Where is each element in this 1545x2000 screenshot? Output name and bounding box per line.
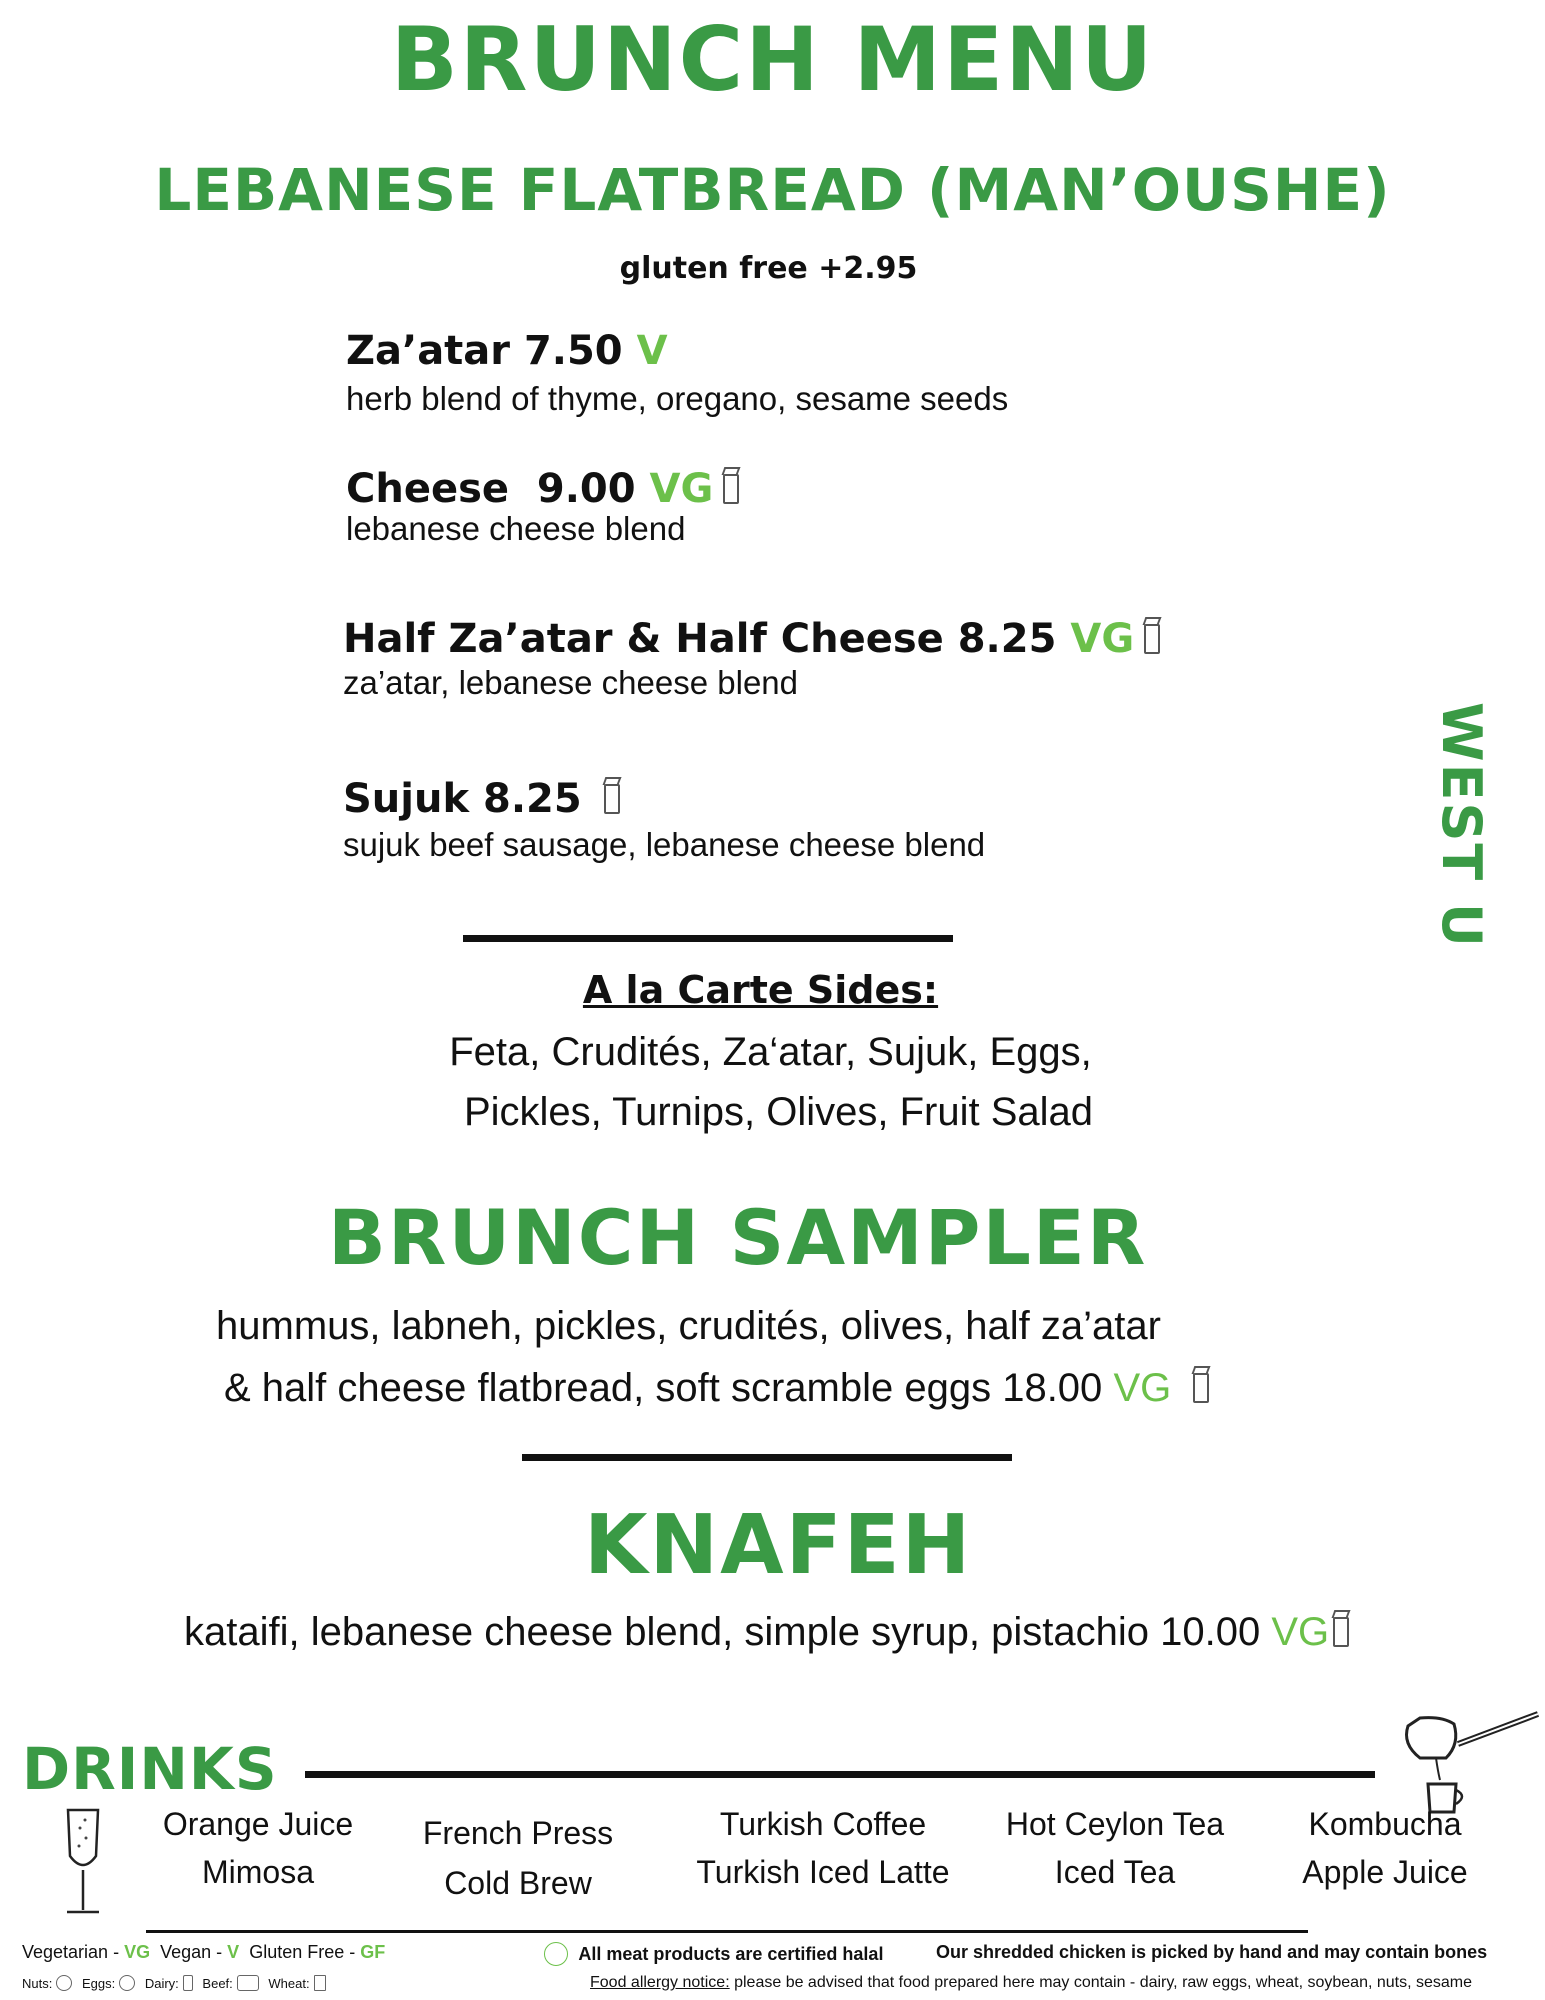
legend-key: Eggs: [81,1976,116,1991]
dairy-icon [1144,624,1160,654]
divider [463,935,953,942]
sides-heading: A la Carte Sides: [582,968,939,1012]
item-name: Za’atar 7.50 [346,328,623,374]
chicken-note: Our shredded chicken is picked by hand and may contain bones [936,1942,1488,1962]
item-description: herb blend of thyme, oregano, sesame seeds [346,380,1009,417]
menu-item-sujuk [343,776,985,864]
sampler-line-2 [224,1366,1209,1411]
item-title [343,616,1160,662]
menu-item-zaatar [346,328,1008,418]
vegetarian-tag: VG [1271,1610,1330,1654]
knafeh-heading: KNAFEH [584,1498,973,1593]
nut-icon [56,1975,72,1991]
diet-legend [22,1942,385,1963]
divider [522,1454,1012,1461]
legend-key: Dairy: [144,1976,179,1991]
legend-key: Beef: [202,1976,233,1991]
dairy-icon [1193,1373,1209,1403]
halal-text: All meat products are certified halal [578,1944,884,1964]
drink-item: Mimosa [201,1854,314,1890]
drink-column-1 [148,1800,368,1896]
item-title [343,776,985,822]
vegetarian-tag: VG [1113,1366,1172,1410]
dairy-icon [183,1975,193,1991]
sampler-heading: BRUNCH SAMPLER [328,1193,1148,1282]
item-description: za’atar, lebanese cheese blend [343,664,799,701]
drink-column-3 [678,1800,968,1896]
dairy-icon [1333,1617,1349,1647]
drink-item: Turkish Iced Latte [696,1854,950,1890]
allergy-notice-text: please be advised that food prepared here may contain - dairy, raw eggs, wheat, soybean, nuts, sesame [734,1974,1473,1991]
halal-certified-icon [544,1942,568,1966]
legend-key: Nuts: [22,1976,53,1991]
drink-item: French Press [422,1815,614,1851]
sampler-desc: & half cheese flatbread, soft scramble eggs 18.00 [224,1366,1103,1410]
champagne-glass-icon [58,1806,108,1918]
drink-item: Hot Ceylon Tea [1005,1806,1225,1842]
drink-column-4 [990,1800,1240,1896]
drinks-rule [305,1771,1375,1778]
item-name: Half Za’atar & Half Cheese 8.25 [343,616,1057,662]
item-title [346,466,739,512]
drinks-heading: DRINKS [22,1735,278,1803]
item-name: Sujuk 8.25 [343,776,582,822]
vegetarian-tag: VG [1070,616,1135,662]
legend-label: Gluten Free - [249,1942,361,1962]
egg-icon [119,1975,135,1991]
drink-item: Kombucha [1308,1806,1462,1842]
legend-key: Wheat: [268,1976,310,1991]
knafeh-description: kataifi, lebanese cheese blend, simple syrup, pistachio 10.00 [184,1610,1261,1654]
cow-icon [237,1975,259,1991]
legend-code: V [227,1942,240,1962]
drink-item: Iced Tea [1054,1854,1176,1890]
menu-item-half-half [343,616,1160,702]
flatbread-heading: LEBANESE FLATBREAD (MAN’OUSHE) [154,156,1391,224]
legend-code: GF [360,1942,386,1962]
location-label: WEST U [1430,702,1493,949]
menu-item-cheese [346,466,739,548]
item-title [346,328,1008,374]
drink-item: Turkish Coffee [719,1806,927,1842]
footer-rule [146,1930,1308,1933]
allergy-notice-title: Food allergy notice: [590,1974,730,1991]
item-description: lebanese cheese blend [346,510,686,547]
vegan-tag: V [636,328,668,374]
item-description: sujuk beef sausage, lebanese cheese blend [343,826,986,863]
dairy-icon [723,474,739,504]
drink-item: Cold Brew [444,1865,592,1901]
legend-label: Vegan - [160,1942,228,1962]
drink-item: Orange Juice [162,1806,354,1842]
drink-column-2 [408,1808,628,1908]
halal-note [540,1942,883,1966]
legend-code: VG [124,1942,151,1962]
allergen-legend [22,1975,332,1991]
legend-label: Vegetarian - [22,1942,125,1962]
drink-column-5 [1270,1800,1500,1896]
dairy-icon [604,784,620,814]
sides-line-2: Pickles, Turnips, Olives, Fruit Salad [463,1090,1094,1134]
sampler-line-1: hummus, labneh, pickles, crudités, olives, half za’atar [216,1304,1161,1348]
vegetarian-tag: VG [649,466,714,512]
knafeh-desc-line [184,1610,1349,1655]
sides-line-1: Feta, Crudités, Za‘atar, Sujuk, Eggs, [449,1030,1092,1074]
item-name: Cheese 9.00 [346,466,636,512]
page-title: BRUNCH MENU [390,8,1155,111]
allergy-notice [590,1974,1472,1992]
drink-item: Apple Juice [1302,1854,1468,1890]
wheat-icon [314,1975,326,1991]
gluten-free-note: gluten free +2.95 [619,251,918,286]
